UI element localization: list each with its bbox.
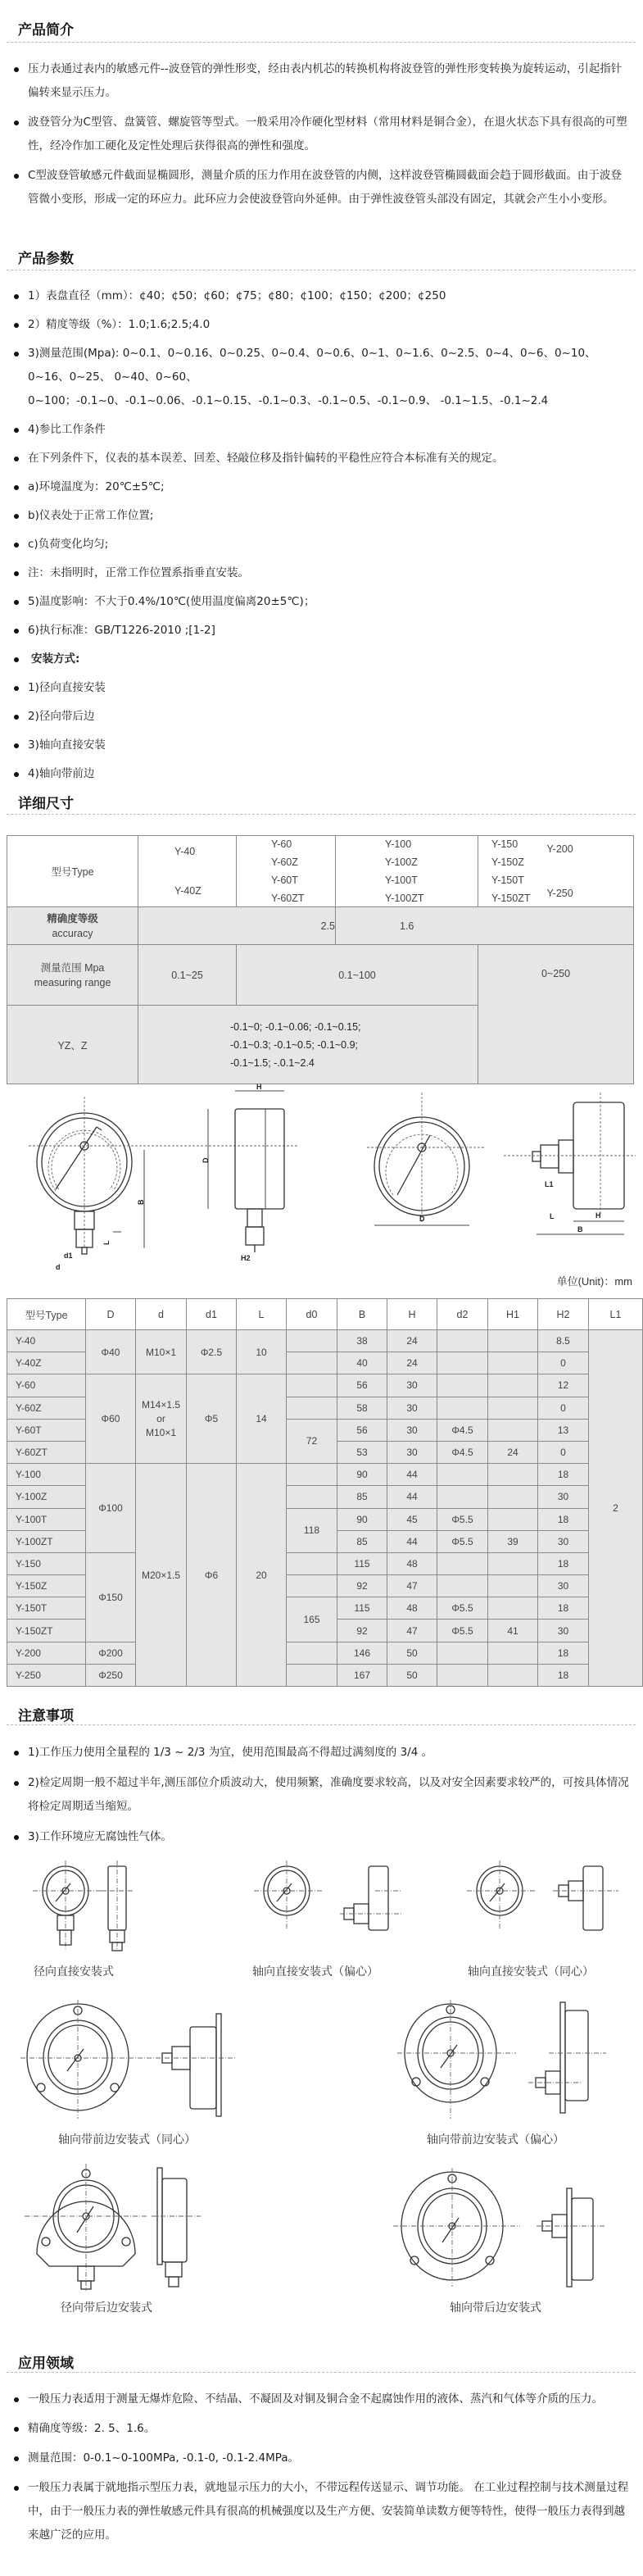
H1-cell <box>488 1508 538 1530</box>
note-item: 1)工作压力使用全量程的 1/3 ~ 2/3 为宜，使用范围最高不得超过满刻度的 3/4 。 <box>10 1741 631 1765</box>
model-cell: Y-60T <box>7 1419 86 1441</box>
column-header: H1 <box>488 1299 538 1330</box>
param-item: 4)轴向带前边 <box>10 762 631 786</box>
H-cell: 50 <box>387 1664 437 1686</box>
param-item: 4)参比工作条件 <box>10 418 631 442</box>
model-label: Y-60 <box>271 838 292 850</box>
H-cell: 47 <box>387 1575 437 1597</box>
H2-cell: 0 <box>538 1441 589 1463</box>
column-header: d1 <box>187 1299 237 1330</box>
svg-text:D: D <box>202 1157 210 1163</box>
H1-cell <box>488 1575 538 1597</box>
B-cell: 92 <box>337 1620 387 1642</box>
note-item: 2)检定周期一般不超过半年,测压部位介质波动大，使用频繁，准确度要求较高，以及对安全因素要求较严的，可按具体情况将检定周期适当缩短。 <box>10 1771 631 1819</box>
d0-cell <box>287 1397 337 1419</box>
svg-text:d1: d1 <box>64 1252 73 1260</box>
section-title-notes: 注意事项 <box>18 1708 74 1724</box>
model-cell: Y-60 <box>7 1374 86 1397</box>
d2-cell: Φ4.5 <box>437 1419 488 1441</box>
application-item: 一般压力表适用于测量无爆炸危险、不结晶、不凝固及对铜及铜合金不起腐蚀作用的液体、蒸汽和气体等介质的压力。 <box>10 2387 631 2411</box>
d2-cell <box>437 1642 488 1664</box>
install-axial-direct-concentric <box>451 1856 636 1979</box>
d-cell: M10×1 <box>136 1330 187 1374</box>
note-item: 3)工作环境应无腐蚀性气体。 <box>10 1825 631 1849</box>
H1-cell <box>488 1486 538 1508</box>
param-item-heading: 安装方式: <box>10 647 631 671</box>
H-cell: 47 <box>387 1620 437 1642</box>
H2-cell: 0 <box>538 1397 589 1419</box>
model-cell: Y-40 <box>7 1330 86 1352</box>
H2-cell: 18 <box>538 1464 589 1486</box>
param-item: 3)测量范围(Mpa): 0~0.1、0~0.16、0~0.25、0~0.4、0~0.6、0~1、0~1.6、0~2.5、0~4、0~6、0~10、0~16、0~25、 0~40、0~60、 0~100；-0.1~0、-0.1~0.06、-0.1~0.15、-0.1~0.3、-0.1~0.5、-0.1~0.9、 -0.1~1.5、-0.1~2.4 <box>10 342 631 413</box>
dimensions-header-row <box>7 1299 643 1330</box>
install-caption: 径向带后边安装式 <box>61 2301 152 2315</box>
B-cell: 115 <box>337 1597 387 1620</box>
H1-cell <box>488 1597 538 1620</box>
install-axial-direct-eccentric <box>238 1856 426 1979</box>
model-label: Y-40 <box>174 846 196 857</box>
H1-cell <box>488 1330 538 1352</box>
H2-cell: 30 <box>538 1575 589 1597</box>
H-cell: 24 <box>387 1352 437 1374</box>
B-cell: 56 <box>337 1419 387 1441</box>
H-cell: 30 <box>387 1397 437 1419</box>
d2-cell <box>437 1486 488 1508</box>
d1-cell: Φ2.5 <box>187 1330 237 1374</box>
H2-cell: 18 <box>538 1597 589 1620</box>
model-cell: Y-200 <box>7 1642 86 1664</box>
B-cell: 58 <box>337 1397 387 1419</box>
spec-yz-header: YZ、Z <box>7 1006 138 1084</box>
thread-spec-line: M14×1.5 <box>141 1398 181 1411</box>
install-caption: 轴向带后边安装式 <box>450 2301 541 2315</box>
svg-text:L1: L1 <box>545 1180 554 1188</box>
svg-text:H: H <box>256 1083 262 1091</box>
H1-cell <box>488 1464 538 1486</box>
H2-cell: 18 <box>538 1552 589 1574</box>
model-cell: Y-60ZT <box>7 1441 86 1463</box>
application-item: 测量范围：0-0.1~0-100MPa, -0.1-0, -0.1-2.4MPa。 <box>10 2447 631 2470</box>
dimensions-row <box>7 1330 643 1352</box>
yz-range-line: -0.1~0.3; -0.1~0.5; -0.1~0.9; <box>230 1038 359 1051</box>
D-cell: Φ250 <box>86 1664 136 1686</box>
column-header: H2 <box>538 1299 589 1330</box>
H1-cell <box>488 1642 538 1664</box>
H2-cell: 30 <box>538 1486 589 1508</box>
model-cell: Y-150 <box>7 1552 86 1574</box>
model-label: Y-60ZT <box>271 893 305 904</box>
svg-text:B: B <box>577 1225 583 1233</box>
model-label: Y-40Z <box>174 885 202 897</box>
params-list <box>10 284 631 791</box>
d1-cell: Φ5 <box>187 1374 237 1464</box>
H2-cell: 12 <box>538 1374 589 1397</box>
spec-table <box>7 835 634 1084</box>
spec-models-60 <box>237 836 336 907</box>
D-cell: Φ200 <box>86 1642 136 1664</box>
H-cell: 24 <box>387 1330 437 1352</box>
install-caption: 径向直接安装式 <box>34 1965 114 1979</box>
thread-spec-line: M10×1 <box>145 1426 177 1438</box>
H2-cell: 8.5 <box>538 1330 589 1352</box>
range-value-60-150: 0.1~100 <box>237 945 478 1006</box>
intro-item: 压力表通过表内的敏感元件--波登管的弹性形变，经由表内机芯的转换机构将波登管的弹性形变转换为旋转运动，引起指针偏转来显示压力。 <box>10 57 631 105</box>
installation-methods <box>0 1856 636 2315</box>
d2-cell: Φ4.5 <box>437 1441 488 1463</box>
H-cell: 48 <box>387 1552 437 1574</box>
axial-front-eccentric-drawing <box>385 1996 623 2123</box>
svg-text:L: L <box>550 1212 555 1220</box>
column-header: d <box>136 1299 187 1330</box>
model-cell: Y-150Z <box>7 1575 86 1597</box>
B-cell: 56 <box>337 1374 387 1397</box>
H2-cell: 13 <box>538 1419 589 1441</box>
L1-cell: 2 <box>589 1330 643 1687</box>
d2-cell: Φ5.5 <box>437 1530 488 1552</box>
spec-accuracy-header <box>7 907 138 945</box>
d0-cell <box>287 1486 337 1508</box>
install-axial-front-eccentric <box>385 1996 623 2147</box>
svg-text:B: B <box>137 1199 145 1205</box>
d0-cell: 72 <box>287 1419 337 1463</box>
H-cell: 50 <box>387 1642 437 1664</box>
model-cell: Y-100T <box>7 1508 86 1530</box>
model-cell: Y-150T <box>7 1597 86 1620</box>
d0-cell <box>287 1552 337 1574</box>
intro-item: 波登管分为C型管、盘簧管、螺旋管等型式。一般采用冷作硬化型材料（常用材料是铜合金），在退火状态下具有很高的可塑性，经冷作加工硬化及定性处理后获得很高的弹性和强度。 <box>10 111 631 158</box>
param-item: a)环境温度为：20℃±5℃; <box>10 475 631 499</box>
install-caption: 轴向带前边安装式（偏心） <box>427 2133 564 2147</box>
range-value-200-250: 0~250 <box>478 945 634 1084</box>
B-cell: 146 <box>337 1642 387 1664</box>
H-cell: 44 <box>387 1530 437 1552</box>
section-title-intro: 产品简介 <box>18 22 74 39</box>
dimensions-row <box>7 1664 643 1686</box>
H1-cell: 41 <box>488 1620 538 1642</box>
range-label-en: measuring range <box>34 976 111 988</box>
section-title-application: 应用领域 <box>18 2356 74 2372</box>
model-cell: Y-60Z <box>7 1397 86 1419</box>
section-divider <box>7 2372 636 2373</box>
B-cell: 90 <box>337 1464 387 1486</box>
param-item: b)仪表处于正常工作位置; <box>10 504 631 528</box>
model-cell: Y-40Z <box>7 1352 86 1374</box>
d0-cell <box>287 1374 337 1397</box>
spec-models-150-250 <box>478 836 634 907</box>
radial-back-drawing <box>16 2164 229 2291</box>
d0-cell <box>287 1664 337 1686</box>
gauge-side-axial-view <box>504 1093 636 1234</box>
B-cell: 115 <box>337 1552 387 1574</box>
dimensions-row <box>7 1552 643 1574</box>
param-item: c)负荷变化均匀; <box>10 533 631 557</box>
param-item: 在下列条件下，仪表的基本误差、回差、轻敲位移及指针偏转的平稳性应符合本标准有关的规定。 <box>10 447 631 470</box>
accuracy-label-cn: 精确度等级 <box>47 912 98 925</box>
B-cell: 40 <box>337 1352 387 1374</box>
dimensions-row <box>7 1642 643 1664</box>
axial-back-drawing <box>385 2164 623 2291</box>
install-caption: 轴向直接安装式（同心） <box>468 1965 594 1979</box>
svg-text:L: L <box>102 1240 111 1245</box>
unit-label: 单位(Unit)：mm <box>556 1275 632 1288</box>
H1-cell <box>488 1397 538 1419</box>
model-label: Y-100Z <box>385 856 418 868</box>
param-item: 1）表盘直径（mm）：¢40；¢50；¢60；¢75；¢80；¢100；¢150；¢200；¢250 <box>10 284 631 308</box>
H1-cell <box>488 1552 538 1574</box>
model-cell: Y-100 <box>7 1464 86 1486</box>
d2-cell <box>437 1552 488 1574</box>
install-caption: 轴向带前边安装式（同心） <box>58 2133 196 2147</box>
H1-cell: 24 <box>488 1441 538 1463</box>
L-cell: 14 <box>237 1374 287 1464</box>
H2-cell: 18 <box>538 1508 589 1530</box>
d2-cell <box>437 1664 488 1686</box>
yz-range-line: -0.1~1.5; -.0.1~2.4 <box>230 1056 315 1069</box>
model-label: Y-60T <box>271 875 298 886</box>
range-value-40: 0.1~25 <box>138 945 237 1006</box>
H2-cell: 30 <box>538 1620 589 1642</box>
B-cell: 167 <box>337 1664 387 1686</box>
yz-range-line: -0.1~0; -0.1~0.06; -0.1~0.15; <box>230 1020 361 1033</box>
model-label: Y-100T <box>385 875 418 886</box>
d2-cell <box>437 1330 488 1352</box>
install-radial-back <box>16 2164 229 2315</box>
param-item: 5)温度影响：不大于0.4%/10℃(使用温度偏离20±5℃)； <box>10 590 631 614</box>
model-cell: Y-100Z <box>7 1486 86 1508</box>
application-item: 精确度等级：2. 5、1.6。 <box>10 2417 631 2441</box>
d0-cell <box>287 1575 337 1597</box>
L-cell: 10 <box>237 1330 287 1374</box>
H-cell: 30 <box>387 1441 437 1463</box>
section-title-dimensions: 详细尺寸 <box>18 796 74 812</box>
svg-text:H: H <box>595 1211 601 1220</box>
H2-cell: 18 <box>538 1664 589 1686</box>
d2-cell <box>437 1352 488 1374</box>
application-list <box>10 2387 631 2553</box>
d1-cell: Φ6 <box>187 1464 237 1687</box>
section-divider <box>7 42 636 43</box>
model-label: Y-150ZT <box>491 893 531 904</box>
install-radial-direct <box>16 1856 180 1979</box>
svg-text:d: d <box>56 1263 61 1271</box>
d0-cell: 165 <box>287 1597 337 1642</box>
section-divider <box>7 1724 636 1725</box>
accuracy-label-en: accuracy <box>52 927 93 939</box>
install-axial-front-concentric <box>16 1996 246 2147</box>
H1-cell <box>488 1374 538 1397</box>
gauge-dimension-drawing <box>0 1083 636 1271</box>
yz-range-values <box>138 1006 478 1084</box>
B-cell: 38 <box>337 1330 387 1352</box>
B-cell: 85 <box>337 1486 387 1508</box>
application-item: 一般压力表属于就地指示型压力表，就地显示压力的大小，不带远程传送显示、调节功能。 在工业过程控制与技术测量过程中，由于一般压力表的弹性敏感元件具有很高的机械强度以及生产方便、安装简单读数方便等特性，使得一般压力表得到越来越广泛的应用。 <box>10 2476 631 2547</box>
model-label: Y-100ZT <box>385 893 424 904</box>
column-header: H <box>387 1299 437 1330</box>
d0-cell <box>287 1464 337 1486</box>
d0-cell <box>287 1330 337 1352</box>
gauge-front-axial-view <box>367 1093 485 1225</box>
install-caption: 轴向直接安装式（偏心） <box>252 1965 378 1979</box>
H1-cell <box>488 1352 538 1374</box>
B-cell: 92 <box>337 1575 387 1597</box>
param-item: 3)轴向直接安装 <box>10 734 631 757</box>
spec-type-header: 型号Type <box>7 836 138 907</box>
svg-text:D: D <box>419 1215 425 1223</box>
section-title-params: 产品参数 <box>18 251 74 267</box>
B-cell: 53 <box>337 1441 387 1463</box>
accuracy-value-low: 2.5 <box>138 907 336 945</box>
H2-cell: 30 <box>538 1530 589 1552</box>
d0-cell <box>287 1642 337 1664</box>
dimensions-table <box>7 1298 643 1687</box>
model-cell: Y-250 <box>7 1664 86 1686</box>
param-item: 注：未指明时，正常工作位置系指垂直安装。 <box>10 561 631 585</box>
model-cell: Y-100ZT <box>7 1530 86 1552</box>
intro-list <box>10 57 631 217</box>
d2-cell: Φ5.5 <box>437 1620 488 1642</box>
L-cell: 20 <box>237 1464 287 1687</box>
H-cell: 30 <box>387 1419 437 1441</box>
section-divider <box>7 814 636 815</box>
column-header: d2 <box>437 1299 488 1330</box>
H1-cell <box>488 1419 538 1441</box>
H-cell: 45 <box>387 1508 437 1530</box>
param-item: 6)执行标准：GB/T1226-2010 ;[1-2] <box>10 619 631 643</box>
axial-front-concentric-drawing <box>16 1996 246 2123</box>
model-label: Y-250 <box>546 888 573 899</box>
param-item: 1)径向直接安装 <box>10 676 631 700</box>
H-cell: 48 <box>387 1597 437 1620</box>
d2-cell <box>437 1575 488 1597</box>
column-header: d0 <box>287 1299 337 1330</box>
axial-direct-eccentric-drawing <box>238 1856 426 1955</box>
d-cell: M20×1.5 <box>136 1464 187 1687</box>
model-label: Y-60Z <box>271 856 298 868</box>
model-cell: Y-150ZT <box>7 1620 86 1642</box>
model-label: Y-150 <box>491 838 518 850</box>
svg-text:H2: H2 <box>241 1254 251 1262</box>
column-header: L1 <box>589 1299 643 1330</box>
column-header: L <box>237 1299 287 1330</box>
spec-models-40 <box>138 836 237 907</box>
thread-spec-line: or <box>156 1412 165 1424</box>
dimensions-row <box>7 1374 643 1397</box>
d-cell <box>136 1374 187 1464</box>
H-cell: 44 <box>387 1486 437 1508</box>
dimensions-row <box>7 1464 643 1486</box>
gauge-side-radial-view <box>202 1083 284 1262</box>
radial-direct-drawing <box>16 1856 180 1955</box>
H-cell: 44 <box>387 1464 437 1486</box>
d2-cell <box>437 1397 488 1419</box>
column-header: B <box>337 1299 387 1330</box>
range-label-cn: 测量范围 Mpa <box>40 961 105 974</box>
model-label: Y-150T <box>491 875 524 886</box>
d0-cell <box>287 1352 337 1374</box>
model-label: Y-100 <box>385 838 412 850</box>
model-label: Y-150Z <box>491 856 524 868</box>
d0-cell: 118 <box>287 1508 337 1552</box>
d2-cell <box>437 1464 488 1486</box>
H2-cell: 18 <box>538 1642 589 1664</box>
D-cell: Φ150 <box>86 1552 136 1642</box>
H2-cell: 0 <box>538 1352 589 1374</box>
d2-cell: Φ5.5 <box>437 1597 488 1620</box>
d2-cell: Φ5.5 <box>437 1508 488 1530</box>
accuracy-value-high: 1.6 <box>336 907 634 945</box>
H1-cell <box>488 1664 538 1686</box>
spec-range-header <box>7 945 138 1006</box>
notes-list <box>10 1741 631 1855</box>
H1-cell: 39 <box>488 1530 538 1552</box>
intro-item: C型波登管敏感元件截面显椭圆形，测量介质的压力作用在波登管的内侧，这样波登管椭圆截面会趋于圆形截面。由于波登管微小变形，形成一定的环应力。此环应力会使波登管向外延伸。由于弹性波登管头部没有固定，其就会产生小小变形。 <box>10 164 631 211</box>
D-cell: Φ100 <box>86 1464 136 1553</box>
D-cell: Φ60 <box>86 1374 136 1464</box>
model-label: Y-200 <box>546 843 573 855</box>
param-item: 2)径向带后边 <box>10 705 631 729</box>
d2-cell <box>437 1374 488 1397</box>
H-cell: 30 <box>387 1374 437 1397</box>
spec-models-100 <box>336 836 478 907</box>
column-header: D <box>86 1299 136 1330</box>
B-cell: 90 <box>337 1508 387 1530</box>
B-cell: 85 <box>337 1530 387 1552</box>
D-cell: Φ40 <box>86 1330 136 1374</box>
param-item: 2）精度等级（%）：1.0;1.6;2.5;4.0 <box>10 313 631 337</box>
install-axial-back <box>385 2164 623 2315</box>
column-header: 型号Type <box>7 1299 86 1330</box>
axial-direct-concentric-drawing <box>451 1856 636 1955</box>
